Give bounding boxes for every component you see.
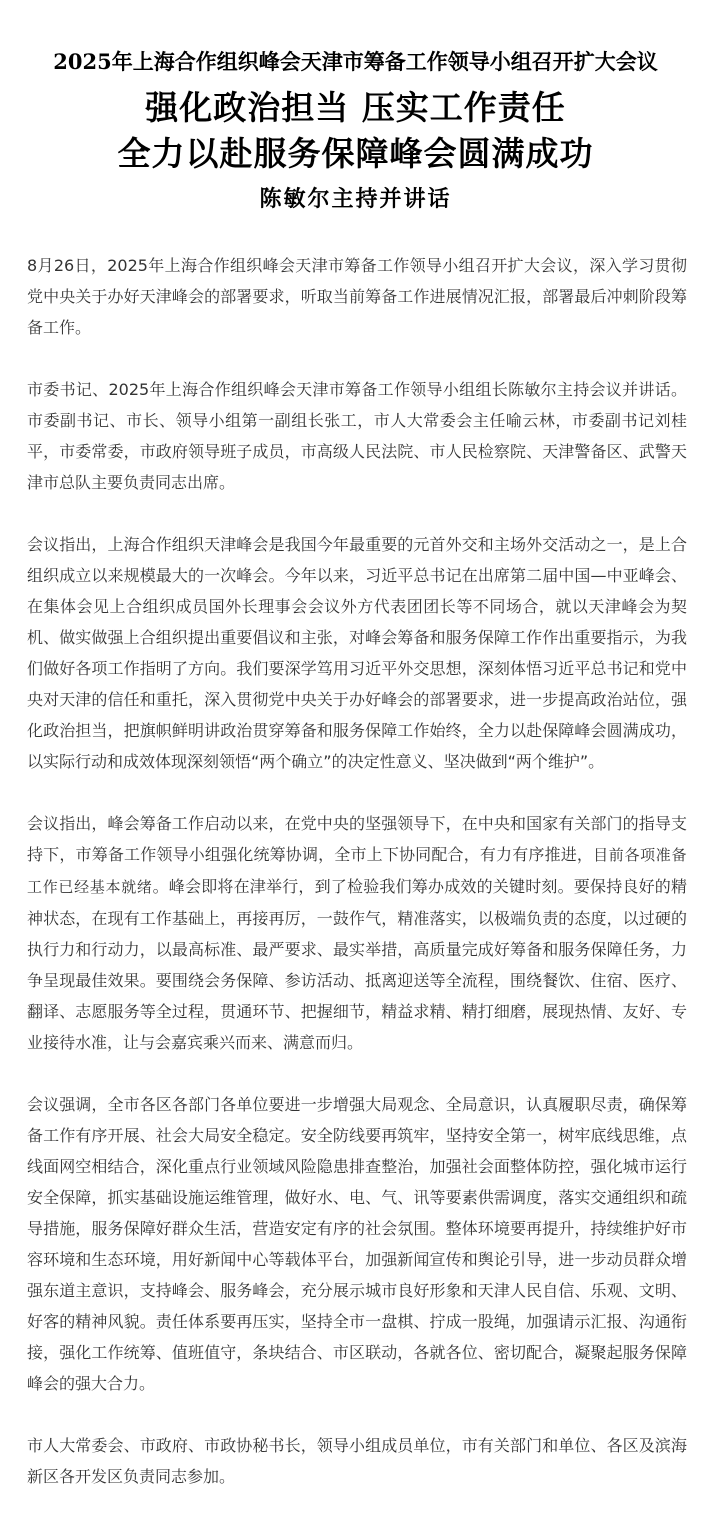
article-body xyxy=(27,250,687,1523)
paragraph-3: 会议指出，上海合作组织天津峰会是我国今年最重要的元首外交和主场外交活动之一，是上合组织成立以来规模最大的一次峰会。今年以来，习近平总书记在出席第二届中国—中亚峰会、在集体会见上合组织成员国外长理事会会议外方代表团团长等不同场合，就以天津峰会为契机、做实做强上合组织提出重要倡议和主张，对峰会筹备和服务保障工作作出重要指示，为我们做好各项工作指明了方向。我们要深学笃用习近平外交思想，深刻体悟习近平总书记和党中央对天津的信任和重托，深入贯彻党中央关于办好峰会的部署要求，进一步提高政治站位，强化政治担当，把旗帜鲜明讲政治贯穿筹备和服务保障工作始终，全力以赴保障峰会圆满成功，以实际行动和成效体现深刻领悟“两个确立”的决定性意义、坚决做到“两个维护”。 xyxy=(27,535,687,771)
paragraph-2: 市委书记、2025年上海合作组织峰会天津市筹备工作领导小组组长陈敏尔主持会议并讲话。市委副书记、市长、领导小组第一副组长张工，市人大常委会主任喻云林，市委副书记刘桂平，市委常委，市政府领导班子成员，市高级人民法院、市人民检察院、天津警备区、武警天津市总队主要负责同志出席。 xyxy=(27,380,687,492)
article-kicker: 2025年上海合作组织峰会天津市筹备工作领导小组召开扩大会议 xyxy=(53,49,658,74)
paragraph-4 xyxy=(27,808,687,1058)
paragraph-6: 市人大常委会、市政府、市政协秘书长，领导小组成员单位，市有关部门和单位、各区及滨海新区各开发区负责同志参加。 xyxy=(27,1436,687,1486)
paragraph-4-text-a: 会议指出，峰会筹备工作启动以来，在党中央的坚强领导下，在中央和国家有关部门的指导支持下，市筹备工作领导小组强化统筹协调，全市上下协同配合，有力有序推进， xyxy=(27,814,687,864)
paragraph-4-text-b: 目前各项准备工作已经基本就绪 xyxy=(27,846,687,896)
article-headline-line-2: 全力以赴服务保障峰会圆满成功 xyxy=(117,134,594,173)
paragraph-4-text-c: 。峰会即将在津举行，到了检验我们筹办成效的关键时刻。要保持良好的精神状态，在现有工作基础上，再接再厉，一鼓作气，精准落实，以极端负责的态度，以过硬的执行力和行动力，以最高标准、最严要求、最实举措，高质量完成好筹备和服务保障任务，力争呈现最佳效果。要围绕会务保障、参访活动、抵离迎送等全流程，围绕餐饮、住宿、医疗、翻译、志愿服务等全过程，贯通环节、把握细节，精益求精、精打细磨，展现热情、友好、专业接待水准，让与会嘉宾乘兴而来、满意而归。 xyxy=(27,877,687,1052)
article-byline: 陈敏尔主持并讲话 xyxy=(259,186,452,212)
paragraph-1: 8月26日，2025年上海合作组织峰会天津市筹备工作领导小组召开扩大会议，深入学习贯彻党中央关于办好天津峰会的部署要求，听取当前筹备工作进展情况汇报，部署最后冲刺阶段筹备工作。 xyxy=(27,256,687,337)
article-headline-line-1: 强化政治担当 压实工作责任 xyxy=(145,88,566,127)
paragraph-5: 会议强调，全市各区各部门各单位要进一步增强大局观念、全局意识，认真履职尽责，确保筹备工作有序开展、社会大局安全稳定。安全防线要再筑牢，坚持安全第一，树牢底线思维，点线面网空相结合，深化重点行业领域风险隐患排查整治，加强社会面整体防控，强化城市运行安全保障，抓实基础设施运维管理，做好水、电、气、讯等要素供需调度，落实交通组织和疏导措施，服务保障好群众生活，营造安定有序的社会氛围。整体环境要再提升，持续维护好市容环境和生态环境，用好新闻中心等载体平台，加强新闻宣传和舆论引导，进一步动员群众增强东道主意识，支持峰会、服务峰会，充分展示城市良好形象和天津人民自信、乐观、文明、好客的精神风貌。责任体系要再压实，坚持全市一盘棋、拧成一股绳，加强请示汇报、沟通衔接，强化工作统筹、值班值守，条块结合、市区联动，各就各位、密切配合，凝聚起服务保障峰会的强大合力。 xyxy=(27,1095,687,1393)
